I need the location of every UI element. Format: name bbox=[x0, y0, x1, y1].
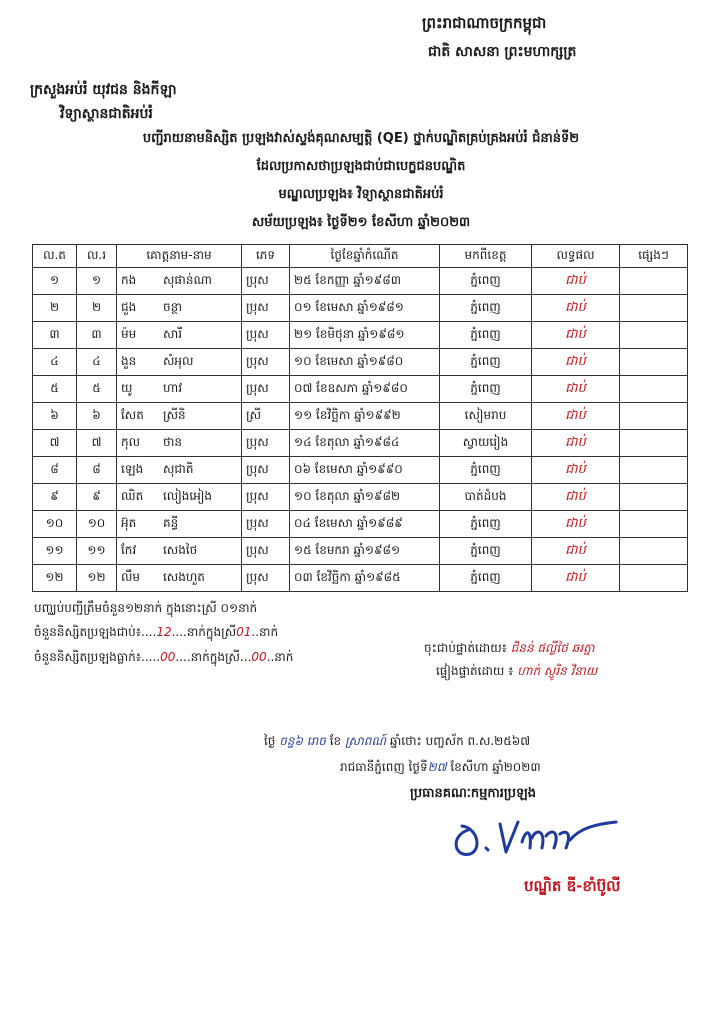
cell-province: បាត់ដំបង bbox=[440, 484, 532, 511]
cell-sex: ប្រុស bbox=[242, 268, 290, 295]
failed-count-line bbox=[34, 649, 293, 667]
cell-name bbox=[117, 430, 242, 457]
cell-surname: សែត bbox=[121, 408, 144, 422]
lunar-day: ចន្ទ៦ រោច bbox=[279, 734, 326, 748]
cell-dob: ២៥ ខែកញ្ញា ឆ្នាំ១៩៨៣ bbox=[290, 268, 440, 295]
cell-sex: ប្រុស bbox=[242, 511, 290, 538]
cell-province: ភ្នំពេញ bbox=[440, 511, 532, 538]
table-row bbox=[33, 322, 688, 349]
cell-sex: ប្រុស bbox=[242, 565, 290, 592]
typed-by-line bbox=[424, 640, 595, 658]
cell-province: ភ្នំពេញ bbox=[440, 376, 532, 403]
cell-dob: ១៥ ខែមករា ឆ្នាំ១៩៨១ bbox=[290, 538, 440, 565]
cell-province: សៀមរាប bbox=[440, 403, 532, 430]
typed-by-value: ជិនន់ ផល្លីថៃ ឆរត្នា bbox=[510, 641, 595, 655]
failed-prefix: ចំនួននិស្សិតប្រឡងធ្លាក់៖..... bbox=[34, 650, 161, 664]
cell-no: ១០ bbox=[33, 511, 77, 538]
cell-result: ជាប់ bbox=[532, 511, 620, 538]
cell-sex: ប្រុស bbox=[242, 457, 290, 484]
exam-session: សម័យប្រឡង៖ ថ្ងៃទី២១ ខែសីហា ឆ្នាំ២០២៣ bbox=[251, 215, 471, 230]
passed-suffix: ..នាក់ bbox=[251, 625, 279, 639]
table-row bbox=[33, 403, 688, 430]
cell-result: ជាប់ bbox=[532, 457, 620, 484]
cell-province: ភ្នំពេញ bbox=[440, 457, 532, 484]
cell-name bbox=[117, 457, 242, 484]
cell-name bbox=[117, 565, 242, 592]
lunar-month: ស្រាពណ៍ bbox=[344, 734, 387, 748]
cell-no: ៦ bbox=[33, 403, 77, 430]
cell-no: ២ bbox=[33, 295, 77, 322]
cell-other bbox=[620, 457, 688, 484]
cell-name bbox=[117, 376, 242, 403]
table-row bbox=[33, 565, 688, 592]
lunar-mid: ខែ bbox=[329, 734, 342, 748]
cell-surname: កែវ bbox=[121, 543, 137, 557]
col-header-ref: ល.រ bbox=[77, 245, 117, 268]
cell-sex: ប្រុស bbox=[242, 376, 290, 403]
document-title-line-2: ដែលប្រកាសថាប្រឡងជាប់ជាបេក្ខជនបណ្ឌិត bbox=[256, 159, 466, 174]
col-header-name: គោត្តនាម-នាម bbox=[117, 245, 242, 268]
cell-sex: ប្រុស bbox=[242, 349, 290, 376]
cell-given-name: ស្រីនិ bbox=[163, 408, 186, 422]
col-header-result: លទ្ធផល bbox=[532, 245, 620, 268]
cell-given-name: សេងហួត bbox=[163, 570, 205, 584]
cell-name bbox=[117, 403, 242, 430]
cell-other bbox=[620, 430, 688, 457]
cell-given-name: សំអុល bbox=[163, 354, 194, 368]
table-row bbox=[33, 376, 688, 403]
exam-center: មណ្ឌលប្រឡង៖ វិទ្យាស្ថានជាតិអប់រំ bbox=[278, 187, 444, 202]
col-header-sex: ភេទ bbox=[242, 245, 290, 268]
cell-sex: ប្រុស bbox=[242, 430, 290, 457]
place-suffix: ខែសីហា ឆ្នាំ២០២៣ bbox=[450, 760, 541, 774]
signatory-title: ប្រធានគណៈកម្មការប្រឡង bbox=[410, 786, 536, 801]
cell-ref: ៨ bbox=[77, 457, 117, 484]
cell-ref: ៧ bbox=[77, 430, 117, 457]
cell-ref: ១ bbox=[77, 268, 117, 295]
place-day: ២៧ bbox=[427, 760, 447, 774]
cell-name bbox=[117, 349, 242, 376]
cell-dob: ០៤ ខែមេសា ឆ្នាំ១៩៨៩ bbox=[290, 511, 440, 538]
cell-other bbox=[620, 349, 688, 376]
table-header-row bbox=[33, 245, 688, 268]
cell-no: ១១ bbox=[33, 538, 77, 565]
cell-result: ជាប់ bbox=[532, 376, 620, 403]
cell-no: ៥ bbox=[33, 376, 77, 403]
failed-mid: ....នាក់ក្នុងស្រី... bbox=[175, 650, 252, 664]
cell-ref: ៩ bbox=[77, 484, 117, 511]
cell-name bbox=[117, 484, 242, 511]
cell-name bbox=[117, 322, 242, 349]
cell-province: ភ្នំពេញ bbox=[440, 322, 532, 349]
cell-result: ជាប់ bbox=[532, 430, 620, 457]
cell-ref: ៦ bbox=[77, 403, 117, 430]
cell-other bbox=[620, 376, 688, 403]
cell-surname: អ៊ុត bbox=[121, 516, 137, 530]
cell-ref: ៤ bbox=[77, 349, 117, 376]
cell-result: ជាប់ bbox=[532, 295, 620, 322]
cell-dob: ១៤ ខែតុលា ឆ្នាំ១៩៨៤ bbox=[290, 430, 440, 457]
cell-sex: ប្រុស bbox=[242, 322, 290, 349]
cell-sex: ប្រុស bbox=[242, 295, 290, 322]
kingdom-heading: ព្រះរាជាណាចក្រកម្ពុជា bbox=[422, 14, 547, 32]
cell-ref: ៥ bbox=[77, 376, 117, 403]
institute-name: វិទ្យាស្ថានជាតិអប់រំ bbox=[60, 106, 153, 122]
national-motto: ជាតិ សាសនា ព្រះមហាក្សត្រ bbox=[428, 44, 577, 60]
cell-dob: ២១ ខែមិថុនា ឆ្នាំ១៩៨១ bbox=[290, 322, 440, 349]
ministry-name: ក្រសួងអប់រំ យុវជន និងកីឡា bbox=[30, 82, 177, 98]
passed-female-count: 01 bbox=[236, 625, 252, 639]
cell-given-name: សុផាន់ណា bbox=[163, 273, 212, 287]
col-header-no: ល.ត bbox=[33, 245, 77, 268]
cell-no: ១ bbox=[33, 268, 77, 295]
cell-dob: ០៣ ខែវិច្ឆិកា ឆ្នាំ១៩៨៥ bbox=[290, 565, 440, 592]
col-header-other: ផ្សេងៗ bbox=[620, 245, 688, 268]
results-table bbox=[32, 244, 688, 592]
list-closing-note: បញ្ឈប់បញ្ជីត្រឹមចំនួន១២នាក់ ក្នុងនោះស្រី ០១នាក់ bbox=[34, 601, 258, 615]
cell-given-name: គន្ធី bbox=[163, 516, 179, 530]
cell-other bbox=[620, 295, 688, 322]
cell-result: ជាប់ bbox=[532, 322, 620, 349]
cell-province: ភ្នំពេញ bbox=[440, 268, 532, 295]
cell-surname: ម៉ម bbox=[121, 327, 137, 341]
cell-given-name: ហាវ bbox=[163, 381, 183, 395]
table-row bbox=[33, 349, 688, 376]
typed-by-label: ចុះជាប់ផ្ទាត់ដោយ៖ bbox=[424, 641, 507, 655]
cell-name bbox=[117, 538, 242, 565]
cell-name bbox=[117, 295, 242, 322]
passed-prefix: ចំនួននិស្សិតប្រឡងជាប់៖.... bbox=[34, 625, 157, 639]
table-row bbox=[33, 268, 688, 295]
failed-suffix: ..នាក់ bbox=[266, 650, 294, 664]
cell-sex: ប្រុស bbox=[242, 538, 290, 565]
lunar-date-line bbox=[264, 733, 530, 751]
cell-surname: ងួន bbox=[121, 354, 137, 368]
cell-other bbox=[620, 322, 688, 349]
checked-by-value: ហាក់ ស្ញូរិន វិនាយ bbox=[517, 664, 598, 678]
cell-ref: ១២ bbox=[77, 565, 117, 592]
cell-result: ជាប់ bbox=[532, 403, 620, 430]
cell-other bbox=[620, 268, 688, 295]
cell-surname: ជួង bbox=[121, 300, 137, 314]
cell-result: ជាប់ bbox=[532, 484, 620, 511]
cell-other bbox=[620, 403, 688, 430]
cell-given-name: ចន្ថា bbox=[163, 300, 183, 314]
checked-by-label: ផ្ទៀងផ្ទាត់ដោយ ៖ bbox=[436, 664, 514, 678]
place-date-line bbox=[340, 759, 541, 777]
cell-result: ជាប់ bbox=[532, 565, 620, 592]
cell-dob: ០១ ខែមេសា ឆ្នាំ១៩៨១ bbox=[290, 295, 440, 322]
place-prefix: រាជធានីភ្នំពេញ ថ្ងៃទី bbox=[340, 760, 428, 774]
table-row bbox=[33, 484, 688, 511]
failed-female-count: 00 bbox=[251, 650, 267, 664]
cell-surname: ឡេង bbox=[121, 462, 144, 476]
cell-no: ១២ bbox=[33, 565, 77, 592]
cell-no: ៧ bbox=[33, 430, 77, 457]
cell-no: ៤ bbox=[33, 349, 77, 376]
cell-ref: ២ bbox=[77, 295, 117, 322]
cell-other bbox=[620, 484, 688, 511]
cell-ref: ៣ bbox=[77, 322, 117, 349]
cell-province: ស្វាយរៀង bbox=[440, 430, 532, 457]
signatory-name: បណ្ឌិត ឌី-ខាំប៊ូលី bbox=[524, 877, 621, 895]
cell-surname: ឈិត bbox=[121, 489, 144, 503]
cell-no: ៨ bbox=[33, 457, 77, 484]
cell-surname: លឹម bbox=[121, 570, 141, 584]
cell-dob: ០៧ ខែឧសភា ឆ្នាំ១៩៨០ bbox=[290, 376, 440, 403]
failed-count: 00 bbox=[160, 650, 176, 664]
cell-ref: ១០ bbox=[77, 511, 117, 538]
table-row bbox=[33, 295, 688, 322]
cell-name bbox=[117, 268, 242, 295]
cell-sex: ស្រី bbox=[242, 403, 290, 430]
cell-other bbox=[620, 538, 688, 565]
cell-dob: ១០ ខែមេសា ឆ្នាំ១៩៨០ bbox=[290, 349, 440, 376]
passed-mid: ....នាក់ក្នុងស្រី bbox=[171, 625, 237, 639]
cell-surname: កង bbox=[121, 273, 137, 287]
cell-given-name: សុជាតិ bbox=[163, 462, 194, 476]
table-row bbox=[33, 511, 688, 538]
cell-other bbox=[620, 565, 688, 592]
cell-surname: កុល bbox=[121, 435, 141, 449]
cell-no: ៣ bbox=[33, 322, 77, 349]
cell-province: ភ្នំពេញ bbox=[440, 349, 532, 376]
cell-other bbox=[620, 511, 688, 538]
cell-dob: ១១ ខែវិច្ឆិកា ឆ្នាំ១៩៩២ bbox=[290, 403, 440, 430]
cell-province: ភ្នំពេញ bbox=[440, 565, 532, 592]
lunar-suffix: ឆ្នាំថោះ បញ្ចស័ក ព.ស.២៥៦៧ bbox=[389, 734, 531, 748]
cell-given-name: ថាន bbox=[163, 435, 183, 449]
col-header-province: មកពីខេត្ត bbox=[440, 245, 532, 268]
cell-ref: ១១ bbox=[77, 538, 117, 565]
cell-name bbox=[117, 511, 242, 538]
cell-given-name: លៀងអៀង bbox=[163, 489, 213, 503]
checked-by-line bbox=[436, 663, 597, 681]
cell-province: ភ្នំពេញ bbox=[440, 538, 532, 565]
table-row bbox=[33, 430, 688, 457]
cell-province: ភ្នំពេញ bbox=[440, 295, 532, 322]
passed-count: 12 bbox=[156, 625, 172, 639]
passed-count-line bbox=[34, 624, 278, 642]
cell-dob: ០៦ ខែមេសា ឆ្នាំ១៩៩០ bbox=[290, 457, 440, 484]
handwritten-signature bbox=[440, 808, 640, 868]
col-header-dob: ថ្ងៃខែឆ្នាំកំណើត bbox=[290, 245, 440, 268]
cell-result: ជាប់ bbox=[532, 538, 620, 565]
table-row bbox=[33, 457, 688, 484]
table-row bbox=[33, 538, 688, 565]
cell-dob: ១០ ខែតុលា ឆ្នាំ១៩៨២ bbox=[290, 484, 440, 511]
cell-given-name: សារី bbox=[163, 327, 183, 341]
cell-given-name: សេងថៃ bbox=[163, 543, 198, 557]
cell-no: ៩ bbox=[33, 484, 77, 511]
cell-surname: យូ bbox=[121, 381, 133, 395]
cell-sex: ប្រុស bbox=[242, 484, 290, 511]
cell-result: ជាប់ bbox=[532, 349, 620, 376]
cell-result: ជាប់ bbox=[532, 268, 620, 295]
lunar-prefix: ថ្ងៃ bbox=[264, 734, 276, 748]
document-title-line-1: បញ្ជីរាយនាមនិស្សិត ប្រឡងវាស់ស្ទង់គុណសម្បត្តិ (QE) ថ្នាក់បណ្ឌិតគ្រប់គ្រងអប់រំ ជំនាន់ទី២ bbox=[142, 131, 580, 146]
